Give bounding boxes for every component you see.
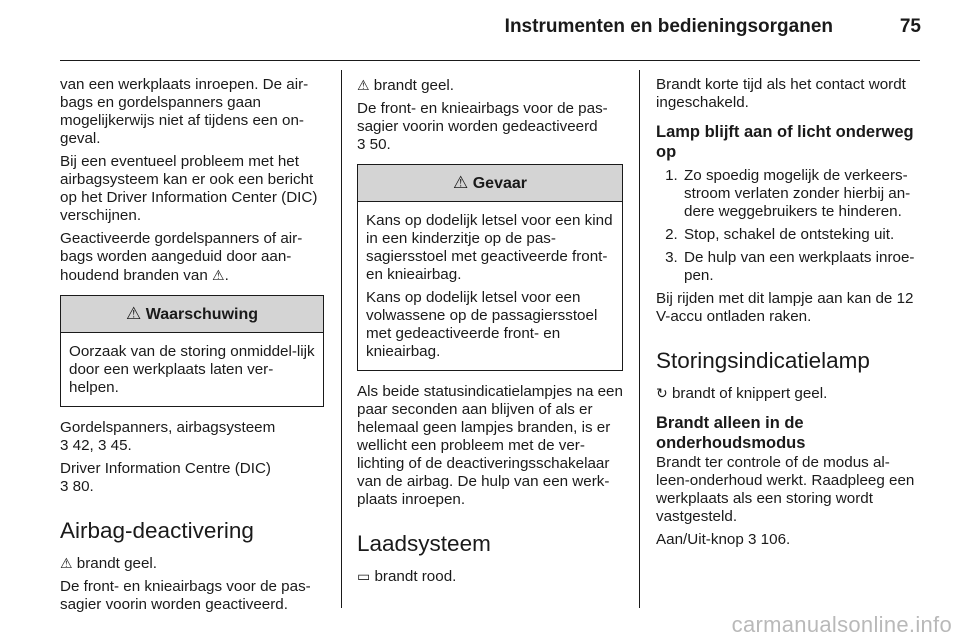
danger-text: Kans op dodelijk letsel voor een volwassene op de passagiersstoel met gedeactiveerde front- en knieairbag. — [366, 289, 598, 360]
paragraph: Aan/Uit-knop 3 106. — [656, 531, 791, 548]
cross-reference: Gordelspanners, airbagsysteem 3 42, 3 45. — [60, 419, 276, 454]
danger-box-header — [358, 165, 622, 202]
airbag-icon: ⚠ — [212, 267, 225, 283]
danger-box — [357, 164, 623, 371]
section-heading: Storingsindicatielamp — [656, 348, 870, 373]
paragraph: ↻ brandt of knippert geel. — [656, 385, 828, 402]
subheading: Lamp blijft aan of licht onderweg op — [656, 123, 914, 161]
header-rule — [60, 60, 920, 61]
service-vehicle-icon: ↻ — [656, 385, 668, 401]
column-divider — [639, 70, 640, 608]
page-number: 75 — [899, 16, 921, 37]
airbag-off-icon: ⚠ — [357, 77, 370, 93]
column-2 — [357, 76, 623, 591]
warning-title: Waarschuwing — [145, 306, 258, 323]
paragraph: Bij rijden met dit lampje aan kan de 12 V-accu ontladen raken. — [656, 290, 914, 325]
paragraph: Brandt korte tijd als het contact wordt ingeschakeld. — [656, 76, 906, 111]
paragraph: Brandt ter controle of de modus al-leen-onderhoud werkt. Raadpleeg een werkplaats als een storing wordt vastgesteld. — [656, 454, 915, 525]
airbag-on-icon: ⚠ — [60, 555, 73, 571]
battery-icon: ▭ — [357, 568, 371, 584]
paragraph: De front- en knieairbags voor de pas-sagier voorin worden geactiveerd. — [60, 578, 311, 613]
paragraph: ⚠ brandt geel. — [60, 555, 158, 572]
page-header-title: Instrumenten en bedieningsorganen — [504, 16, 833, 37]
paragraph: ▭ brandt rood. — [357, 568, 457, 585]
warning-box-header — [61, 296, 323, 333]
danger-text: Kans op dodelijk letsel voor een kind in een kinderzitje op de pas-sagiersstoel met geactiveerde front- en knieairbag. — [366, 212, 613, 283]
warning-triangle-icon: ⚠ — [125, 304, 142, 323]
list-item: 3. De hulp van een werkplaats inroe-pen. — [682, 249, 922, 285]
paragraph: Als beide statusindicatielampjes na een paar seconden aan blijven of als er helemaal geen lampjes branden, is er wellicht een probleem met de ver-lichting of de deactiveringsschakelaar van de airbag. De hulp van een werk-plaats inroepen. — [357, 383, 623, 508]
section-heading: Laadsysteem — [357, 531, 491, 556]
cross-reference: Driver Information Centre (DIC) 3 80. — [60, 460, 271, 495]
paragraph: Geactiveerde gordelspanners of air-bags worden aangeduid door aan-houdend branden van ⚠. — [60, 230, 303, 284]
paragraph: ⚠ brandt geel. — [357, 77, 455, 94]
warning-box — [60, 295, 324, 407]
paragraph: De front- en knieairbags voor de pas-sagier voorin worden gedeactiveerd 3 50. — [357, 100, 608, 153]
danger-box-body — [358, 202, 622, 370]
subheading: Brandt alleen in de onderhoudsmodus — [656, 414, 806, 452]
danger-title: Gevaar — [472, 175, 527, 192]
paragraph: van een werkplaats inroepen. De air-bags en gordelspanners gaan mogelijkerwijs niet af tijdens een on-geval. — [60, 76, 309, 147]
warning-box-body — [61, 333, 323, 406]
warning-triangle-icon: ⚠ — [453, 173, 469, 192]
watermark: carmanualsonline.info — [731, 612, 952, 637]
list-item: 2. Stop, schakel de ontsteking uit. — [682, 226, 922, 244]
column-3 — [656, 76, 922, 554]
warning-text: Oorzaak van de storing onmiddel-lijk door een werkplaats laten ver-helpen. — [69, 343, 315, 396]
column-1 — [60, 76, 324, 619]
paragraph: Bij een eventueel probleem met het airbagsysteem kan er ook een bericht op het Driver Information Center (DIC) verschijnen. — [60, 153, 318, 224]
column-divider — [341, 70, 342, 608]
list-item: 1. Zo spoedig mogelijk de verkeers-stroom verlaten zonder hierbij an-dere weggebruikers te hinderen. — [682, 167, 922, 221]
section-heading: Airbag-deactivering — [60, 518, 254, 543]
steps-list — [656, 167, 922, 285]
